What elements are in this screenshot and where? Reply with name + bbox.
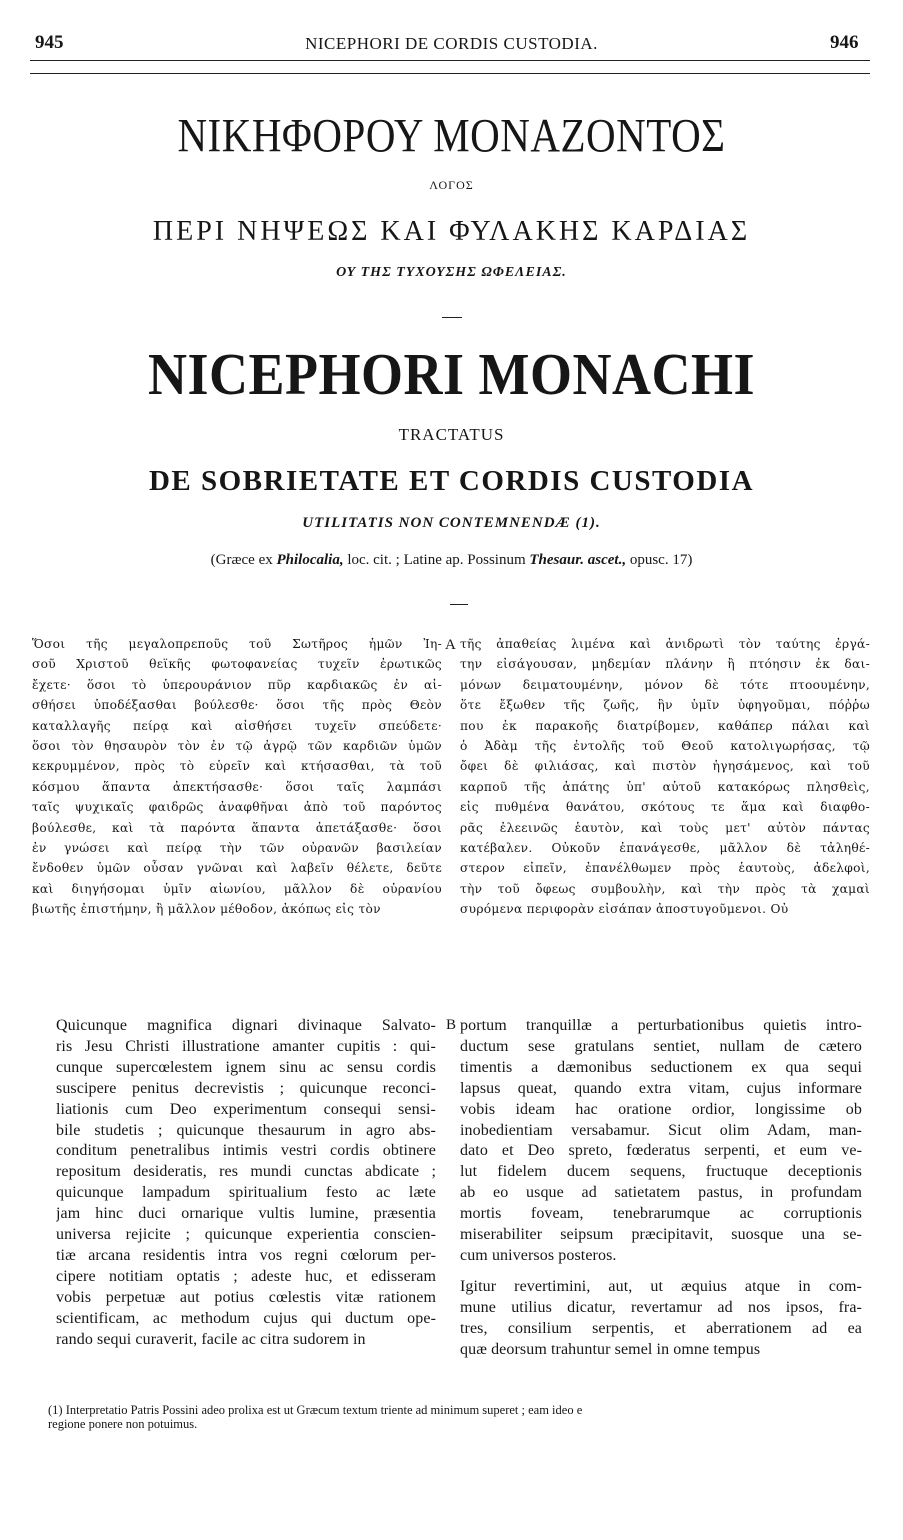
text-line: ductum sese gratulans sentiet, nullam de cætero bbox=[460, 1037, 862, 1055]
greek-subtitle: ΟΥ ΤΗΣ ΤΥΧΟΥΣΗΣ ΩΦΕΛΕΙΑΣ. bbox=[336, 265, 567, 280]
text-line: εἰς πυθμένα θανάτου, σκότους τε ἅμα καὶ διαφθο- bbox=[460, 800, 870, 815]
margin-marker-b: B bbox=[446, 1017, 457, 1033]
text-line: universa rejicite ; quicunque experientia conscien- bbox=[56, 1226, 436, 1244]
text-line: βούλεσθε, καὶ τὰ παρόντα ἅπαντα ἀπετάξασθε· ὅσοι bbox=[32, 820, 442, 835]
text-line: conditum penetralibus intimis vestri cordis obtinere bbox=[56, 1142, 436, 1160]
text-line: ὅσοι τὸν θησαυρὸν τὸν ἐν τῷ ἀγρῷ τῶν καρδιῶν ὑμῶν bbox=[32, 739, 442, 754]
latin-right-paragraph-2 bbox=[460, 1277, 862, 1361]
text-line: lapsus queat, quando extra vitam, cujus informare bbox=[460, 1079, 862, 1097]
text-line: repositum desideratis, res mundi cunctas abdicate ; bbox=[56, 1163, 436, 1181]
source-text-1: (Græce ex bbox=[210, 552, 277, 568]
text-line: βιωτῆς ἐπιστήμην, ἢ μᾶλλον μέθοδον, ἀκόπως εἰς τὸν bbox=[32, 902, 381, 917]
text-line: ἐν γνώσει καὶ πείρᾳ τὴν τῶν οὐρανῶν βασιλείαν bbox=[32, 841, 442, 856]
greek-logos-label: ΛΟΓΟΣ bbox=[429, 178, 474, 192]
text-line: ὁ Ἀδὰμ τῆς ἐντολῆς τοῦ Θεοῦ κατολιγωρήσας, τῷ bbox=[460, 739, 870, 754]
text-line: tres, consilium serpentis, et aberrationem ad ea bbox=[460, 1319, 862, 1337]
text-line: ab eo usque ad satietatem pastus, in profundam bbox=[460, 1184, 862, 1202]
text-line: mune utilius dicatur, revertamur ad nos ipsos, fra- bbox=[460, 1298, 862, 1316]
text-line: cipere notitiam optatis ; adeste huc, et edisseram bbox=[56, 1267, 436, 1285]
text-line: Igitur revertimini, aut, ut æquius atque in com- bbox=[460, 1277, 862, 1295]
text-line: scientificam, ac methodum cujus qui ductum ope- bbox=[56, 1309, 436, 1327]
latin-title: NICEPHORI MONACHI bbox=[147, 341, 755, 408]
text-line: συρόμενα περιφορὰν εἰσάπαν ἀποστυγοῦμενοι. Οὐ bbox=[460, 902, 789, 917]
text-line: ὅτε ἔξωθεν τῆς ζωῆς, ἣν ὑμῖν ὑφηγοῦμαι, πόῤῥω bbox=[460, 698, 870, 713]
text-line: mortis foveam, tenebrarumque ac corruptionis bbox=[460, 1205, 862, 1223]
text-line: quicunque lampadum spiritualium festo ac læte bbox=[56, 1184, 436, 1202]
latin-column-right bbox=[460, 1016, 862, 1361]
text-line: lut fidelem ducem sequens, fructuque deceptionis bbox=[460, 1163, 862, 1181]
text-line: κατέβαλεν. Οὐκοῦν ἐπανάγεσθε, μᾶλλον δὲ τἀληθέ- bbox=[460, 841, 870, 856]
text-line: ὄφει δὲ φιλιάσας, καὶ πιστὸν ἡγησάμενος, καὶ τοῦ bbox=[460, 759, 870, 774]
page-number-right: 946 bbox=[830, 32, 859, 53]
text-line: καρποῦ τῆς ἀπάτης ὑπ' αὐτοῦ κατακόρως πλησθεὶς, bbox=[460, 779, 870, 794]
greek-column-right bbox=[460, 634, 870, 920]
text-line: vobis ideam hac oratione ordior, longissime ob bbox=[460, 1100, 862, 1118]
text-line: Quicunque magnifica dignari divinaque Salvato- bbox=[56, 1017, 436, 1034]
text-line: regione ponere non potuimus. bbox=[48, 1417, 198, 1431]
footnote bbox=[48, 1403, 868, 1431]
greek-title: ΝΙΚΗΦΟΡΟΥ ΜΟΝΑΖΟΝΤΟΣ bbox=[177, 109, 726, 163]
latin-right-paragraph-1 bbox=[460, 1016, 862, 1267]
latin-tractatus-label: TRACTATUS bbox=[398, 425, 505, 444]
source-philocalia: Philocalia, bbox=[276, 552, 344, 568]
text-line: (1) Interpretatio Patris Possini adeo prolixa est ut Græcum textum triente ad minimum superet ; eam ideo e bbox=[48, 1403, 583, 1417]
text-line: τῆς ἀπαθείας λιμένα καὶ ἀνιδρωτὶ τὸν ταύτης ἐργά- bbox=[460, 637, 870, 651]
text-line: κεκρυμμένον, πρὸς τὸ εὑρεῖν καὶ κτήσασθαι, τὰ τοῦ bbox=[32, 759, 442, 774]
text-line: cum universos posteros. bbox=[460, 1246, 617, 1264]
text-line: Ὅσοι τῆς μεγαλοπρεποῦς τοῦ Σωτῆρος ἡμῶν Ἰη- bbox=[32, 637, 442, 651]
margin-marker-a: A bbox=[445, 637, 456, 653]
paragraph-gap bbox=[460, 1267, 862, 1277]
text-line: ἔχετε· ὅσοι τὸ ὑπερουράνιον πῦρ καρδιακῶς ἐν αἰ- bbox=[32, 677, 442, 692]
text-line: μόνων δειματουμένην, μόνον δὲ τότε πτοουμένην, bbox=[460, 677, 870, 692]
header-rule-lower bbox=[30, 73, 870, 74]
text-line: ρᾶς ἐλεεινῶς ἑαυτὸν, καὶ τοὺς μετ' αὐτὸν πάντας bbox=[460, 820, 870, 835]
text-line: miserabiliter seipsum præcipitavit, suosque una se- bbox=[460, 1226, 862, 1244]
text-line: portum tranquillæ a perturbationibus quietis intro- bbox=[460, 1017, 862, 1034]
section-divider-2 bbox=[450, 604, 468, 605]
page-number-left: 945 bbox=[35, 32, 64, 53]
text-line: inobedientiam versabamur. Sicut olim Adam, man- bbox=[460, 1121, 862, 1139]
text-line: tiæ arcana residentis intra vos regni cœlorum per- bbox=[56, 1246, 436, 1264]
text-line: ταῖς ψυχικαῖς φαιδρῶς ἀναφθῆναι ἀπὸ τοῦ παρόντος bbox=[32, 800, 442, 815]
greek-column-left bbox=[32, 634, 442, 920]
text-line: jam hinc duci ornarique vultis lumine, præsentia bbox=[56, 1205, 436, 1223]
section-divider bbox=[442, 317, 462, 318]
text-line: vobis perpetuæ aut potius cœlestis vitæ rationem bbox=[56, 1288, 436, 1306]
latin-subject-heading: DE SOBRIETATE ET CORDIS CUSTODIA bbox=[148, 465, 755, 497]
source-note bbox=[0, 552, 903, 569]
text-line: quæ deorsum trahuntur semel in omne tempus bbox=[460, 1340, 761, 1358]
source-text-3: opusc. 17) bbox=[626, 552, 693, 568]
text-line: την εἰσάγουσαν, μηδεμίαν πλάνην ἢ πτόησιν ἐκ δαι- bbox=[460, 657, 870, 672]
running-header: NICEPHORI DE CORDIS CUSTODIA. bbox=[305, 34, 598, 53]
text-line: τὴν τοῦ ὄφεως συμβουλὴν, καὶ τὴν πρὸς τὰ χαμαὶ bbox=[460, 881, 870, 896]
text-line: κόσμου ἅπαντα ἀπεκτήσασθε· ὅσοι ταῖς λαμπάσι bbox=[32, 779, 442, 794]
text-line: καταλλαγῆς πείρᾳ καὶ αἰσθήσει τυχεῖν σπεύδετε· bbox=[32, 718, 442, 733]
text-line: στερον εἰπεῖν, ἐπανέλθωμεν πρὸς ἑαυτοὺς, ἀδελφοὶ, bbox=[460, 861, 870, 876]
text-line: dato et Deo spreto, fœderatus serpenti, et eum ve- bbox=[460, 1142, 862, 1160]
text-line: timentis a dæmonibus seductionem ex qua sequi bbox=[460, 1058, 862, 1076]
source-thesaurus: Thesaur. ascet., bbox=[529, 552, 627, 568]
source-text-2: loc. cit. ; Latine ap. Possinum bbox=[343, 552, 530, 568]
text-line: ἔνδοθεν ὑμῶν οὖσαν γνῶναι καὶ λαβεῖν θέλετε, δεῦτε bbox=[32, 861, 442, 876]
text-line: liationis cum Deo experimentum consequi sensi- bbox=[56, 1100, 436, 1118]
text-line: cunque supercœlestem ignem sinu ac sensu cordis bbox=[56, 1058, 436, 1076]
latin-column-left bbox=[56, 1016, 436, 1351]
latin-subtitle: UTILITATIS NON CONTEMNENDÆ (1). bbox=[302, 515, 601, 531]
header-rule bbox=[30, 60, 870, 61]
text-line: που ἐκ παρακοῆς διατρίβομεν, καθάπερ πάλαι καὶ bbox=[460, 718, 870, 733]
greek-subject-heading: ΠΕΡΙ ΝΗΨΕΩΣ ΚΑΙ ΦΥΛΑΚΗΣ ΚΑΡΔΙΑΣ bbox=[152, 216, 751, 247]
text-line: σοῦ Χριστοῦ θεϊκῆς φωτοφανείας τυχεῖν ἐρωτικῶς bbox=[32, 657, 442, 672]
text-line: bile studetis ; quicunque thesaurum in agro abs- bbox=[56, 1121, 436, 1139]
text-line: rando sequi curaverit, facile ac citra sudorem in bbox=[56, 1330, 366, 1348]
text-line: σθήσει ὑποδέξασθαι βούλεσθε· ὅσοι τῆς πρὸς Θεὸν bbox=[32, 698, 442, 713]
text-line: καὶ διηγήσομαι ὑμῖν αἰωνίου, μᾶλλον δὲ οὐρανίου bbox=[32, 881, 442, 896]
text-line: ris Jesu Christi illustratione amanter cupitis : qui- bbox=[56, 1037, 436, 1055]
text-line: suscipere penitus decrevistis ; quicunque reconci- bbox=[56, 1079, 436, 1097]
